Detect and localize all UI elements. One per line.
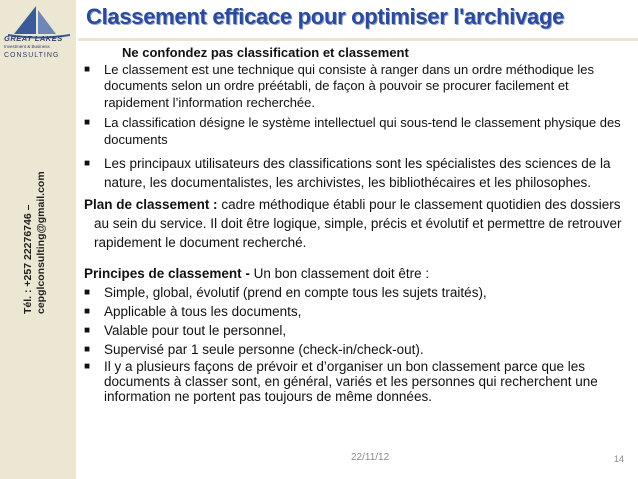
list-item: ■ Applicable à tous les documents, [84, 302, 632, 321]
logo-name: GREAT LAKES [4, 34, 63, 43]
page-number: 14 [614, 454, 625, 464]
slide-content [84, 45, 632, 404]
list-item: ■ La classification désigne le système intellectuel qui sous-tend le classement physique des documents [84, 115, 632, 148]
principes-text: Un bon classement doit être : [249, 266, 430, 281]
plan-paragraph [84, 195, 632, 252]
slide-title: Classement efficace pour optimiser l'archivage [86, 4, 565, 29]
list-item: ■ Il y a plusieurs façons de prévoir et d’organiser un bon classement parce que les documents à classer sont, en général, variés et les personnes qui recherchent une information ne portent pas toujours de même données. [84, 359, 632, 404]
contact-info [22, 54, 48, 314]
contact-phone: Tél. : +257 22276746 – [22, 204, 34, 314]
sidebar [0, 0, 76, 479]
list-item: ■ Simple, global, évolutif (prend en compte tous les sujets traités), [84, 283, 632, 302]
logo-tagline: Investment & Business [4, 44, 50, 49]
plan-label: Plan de classement : [84, 197, 218, 212]
principes-paragraph [84, 264, 632, 283]
list-item: ■ Supervisé par 1 seule personne (check-in/check-out). [84, 340, 632, 359]
principes-label: Principes de classement - [84, 266, 250, 281]
plan-text: cadre méthodique établi pour le classement quotidien des dossiers au sein du service. Il doit être logique, simple, précis et évolutif et permettre de retrouver rapidement le document recherché. [94, 197, 622, 250]
logo-consulting: CONSULTING [4, 52, 60, 59]
title-divider [78, 38, 638, 41]
subheading: Ne confondez pas classification et classement [122, 45, 409, 60]
list-item: ■ Le classement est une technique qui consiste à ranger dans un ordre méthodique les documents selon un ordre préétabli, de façon à pouvoir se procurer facilement et rapidement l’information recherchée. [84, 62, 632, 112]
list-item: ■ Les principaux utilisateurs des classifications sont les spécialistes des sciences de la nature, les documentalistes, les archivistes, les bibliothécaires et les philosophes. [84, 154, 632, 192]
footer-date: 22/11/12 [351, 452, 390, 463]
list-item: ■ Valable pour tout le personnel, [84, 321, 632, 340]
contact-email: cepglconsulting@gmail.com [35, 171, 47, 314]
